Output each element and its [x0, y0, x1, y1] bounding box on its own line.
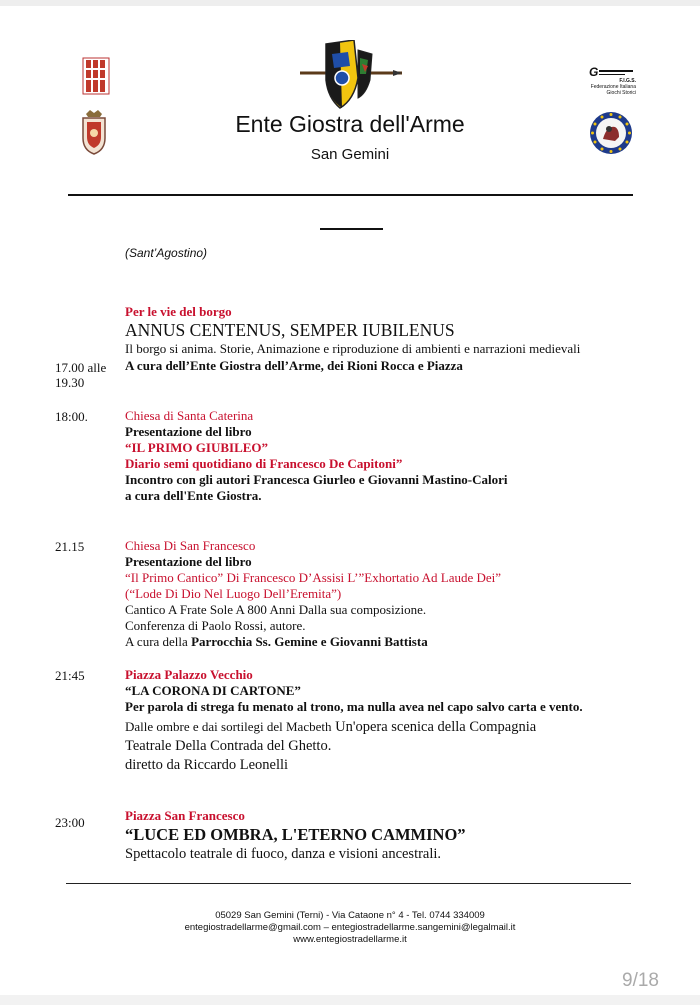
event-block — [125, 304, 595, 374]
event-place: Chiesa di Santa Caterina — [125, 408, 254, 423]
event-title: “LA CORONA DI CARTONE” — [125, 683, 301, 698]
event-line-large: Un'opera scenica della Compagnia — [331, 719, 537, 735]
event-credit: A cura dell’Ente Giostra dell’Arme, dei Rioni Rocca e Piazza — [125, 358, 463, 373]
figs-caption-line1: Federazione Italiana — [590, 84, 636, 90]
organization-subtitle: San Gemini — [310, 146, 390, 163]
footer-emails: entegiostradellarme@gmail.com – entegiostradellarme.sangemini@legalmail.it — [184, 922, 516, 933]
event-line: Cantico A Frate Sole A 800 Anni Dalla sua composizione. — [125, 602, 427, 617]
event-place: Chiesa Di San Francesco — [125, 538, 256, 553]
event-credit-prefix: A cura della — [125, 634, 192, 649]
circular-seal-logo — [589, 111, 633, 155]
event-line: Presentazione del libro — [125, 554, 252, 569]
event-title: “IL PRIMO GIUBILEO” — [125, 440, 269, 455]
giostra-coat-of-arms — [296, 40, 406, 112]
event-line: diretto da Riccardo Leonelli — [125, 757, 289, 773]
footer-website: www.entegiostradellarme.it — [293, 934, 407, 945]
event-description: Spettacolo teatrale di fuoco, danza e visioni ancestrali. — [125, 846, 442, 862]
figs-caption-line2: Giochi Storici — [606, 90, 636, 96]
event-block — [125, 408, 595, 504]
event-line: Incontro con gli autori Francesca Giurleo e Giovanni Mastino-Calori — [125, 472, 508, 487]
event-credit-organization: Parrocchia Ss. Gemine e Giovanni Battista — [191, 634, 428, 649]
footer-divider — [66, 883, 631, 884]
event-block — [125, 667, 595, 775]
event-place: Per le vie del borgo — [125, 304, 232, 319]
event-line: a cura dell'Ente Giostra. — [125, 488, 262, 503]
town-crest-emblem — [78, 108, 110, 156]
event-line: Conferenza di Paolo Rossi, autore. — [125, 618, 306, 633]
event-time: 21.15 — [55, 539, 85, 554]
event-credit — [125, 634, 595, 650]
event-time: 18:00. — [55, 409, 88, 424]
organization-title: Ente Giostra dell'Arme — [235, 111, 465, 137]
event-time-end: 19.30 — [55, 375, 85, 390]
figs-logo: G F.I.G.S. Federazione Italiana Giochi Storici — [589, 65, 636, 96]
event-block — [125, 808, 595, 864]
event-place: Piazza Palazzo Vecchio — [125, 667, 253, 682]
event-time-start: 17.00 alle — [55, 360, 107, 375]
event-line: Teatrale Della Contrada del Ghetto. — [125, 738, 332, 754]
page-indicator: 9/18 — [622, 970, 659, 991]
event-description: Il borgo si anima. Storie, Animazione e riproduzione di ambienti e narrazioni medievali — [125, 341, 581, 356]
figs-acronym: F.I.G.S. — [619, 78, 636, 84]
event-title: “LUCE ED OMBRA, L'ETERNO CAMMINO” — [125, 825, 466, 844]
event-line-small: Dalle ombre e dai sortilegi del Macbeth — [125, 719, 332, 734]
short-divider — [320, 228, 383, 230]
event-title: ANNUS CENTENUS, SEMPER IUBILENUS — [125, 320, 455, 340]
top-strip — [0, 0, 700, 6]
event-title: “Il Primo Cantico” Di Francesco D’Assisi L’”Exhortatio Ad Laude Dei” — [125, 570, 502, 585]
header-divider — [68, 194, 633, 196]
event-time: 21:45 — [55, 668, 85, 683]
location-note: (Sant’Agostino) — [125, 246, 208, 260]
event-subtitle: (“Lode Di Dio Nel Luogo Dell’Eremita”) — [125, 586, 342, 601]
event-line: Presentazione del libro — [125, 424, 252, 439]
event-time: 23:00 — [55, 815, 85, 830]
event-place: Piazza San Francesco — [125, 808, 245, 823]
event-quote: Per parola di strega fu menato al trono, ma nulla avea nel capo salvo carta e vento. — [125, 699, 583, 714]
event-time — [55, 360, 106, 390]
town-banner-emblem — [82, 57, 110, 95]
event-subtitle: Diario semi quotidiano di Francesco De Capitoni” — [125, 456, 403, 471]
footer-address: 05029 San Gemini (Terni) - Via Cataone n° 4 - Tel. 0744 334009 — [215, 910, 485, 921]
event-block — [125, 538, 595, 650]
